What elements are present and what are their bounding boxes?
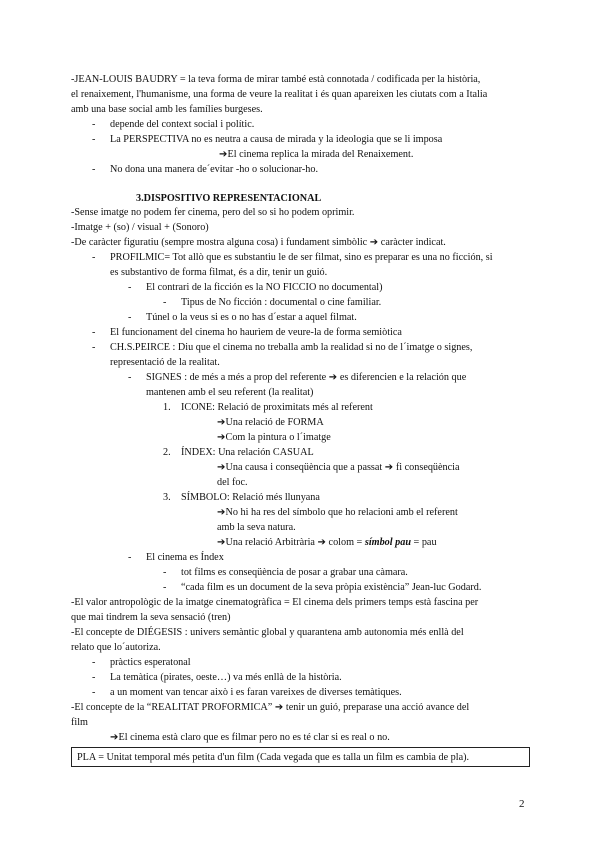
bullet-dash: - <box>92 687 96 698</box>
list-number-2: 2. <box>163 447 171 458</box>
bullet-tematica: La temàtica (pirates, oeste…) va més enllà de la història. <box>110 672 342 683</box>
bullet-no-dona: No dona una manera de´evitar -ho o solucionar-ho. <box>110 164 318 175</box>
bullet-signes-line2: mantenen amb el seu referent (la realitat) <box>146 387 314 398</box>
item-index: ÍNDEX: Una relación CASUAL <box>181 447 314 458</box>
arrow-renaixement: ➔El cinema replica la mirada del Renaixement. <box>219 149 414 160</box>
definition-box <box>71 747 530 767</box>
paragraph-valor-line1: -El valor antropològic de la imatge cinematogràfica = El cinema dels primers temps està fascina per <box>71 597 479 608</box>
bullet-dash: - <box>92 657 96 668</box>
bullet-peirce-line2: representació de la realitat. <box>110 357 220 368</box>
arbitraria-text: ➔Una relació Arbitrària ➔ colom = <box>217 537 365 548</box>
bullet-context: depende del context social i polític. <box>110 119 255 130</box>
paragraph-baudry-line2: el renaixement, l'humanisme, una forma de veure la realitat i és quan apareixen les ciutats com a Italia <box>71 89 488 100</box>
bullet-dash: - <box>128 552 132 563</box>
item-icone-forma: ➔Una relació de FORMA <box>217 417 324 428</box>
item-simbolo-natura: amb la seva natura. <box>217 522 296 533</box>
item-icone-pintura: ➔Com la pintura o l´imatge <box>217 432 331 443</box>
item-simbolo-arbitraria <box>217 536 437 549</box>
bullet-dash: - <box>163 297 167 308</box>
arrow-cinema-real: ➔El cinema està claro que es filmar pero no es té clar si es real o no. <box>110 732 390 743</box>
bullet-dash: - <box>128 312 132 323</box>
bullet-practics: pràctics esperatonal <box>110 657 191 668</box>
bullet-signes-line1: SIGNES : de més a més a prop del referente ➔ es diferencien e la relación que <box>146 372 467 383</box>
bullet-dash: - <box>92 342 96 353</box>
bullet-funcionament: El funcionament del cinema ho haurìem de veure-la de forma semiòtica <box>110 327 402 338</box>
definition-pla: PLA = Unitat temporal més petita d'un film (Cada vegada que es talla un film es cambia de pla). <box>77 752 470 763</box>
item-simbolo: SÍMBOLO: Relació més llunyana <box>181 492 320 503</box>
bullet-dash: - <box>92 164 96 175</box>
bullet-dash: - <box>163 567 167 578</box>
bullet-peirce-line1: CH.S.PEIRCE : Diu que el cinema no treballa amb la realidad si no de l´imatge o signes, <box>110 342 473 353</box>
paragraph-diegesis-line1: -El concepte de DIÉGESIS : univers semàntic global y quarantena amb autonomia més enllà del <box>71 627 464 638</box>
list-number-3: 3. <box>163 492 171 503</box>
line-figuratiu: -De caràcter figuratiu (sempre mostra alguna cosa) i fundament simbòlic ➔ caràcter indicat. <box>71 237 446 248</box>
bullet-dash: - <box>128 282 132 293</box>
bullet-profilmic-line1: PROFILMIC= Tot allò que es substantiu le de ser filmat, sino es preparar es una no ficción, si <box>110 252 493 263</box>
bullet-dash: - <box>92 119 96 130</box>
paragraph-realitat-line1: -El concepte de la “REALITAT PROFORMICA” ➔ tenir un guió, preparase una acció avance del <box>71 702 470 713</box>
bullet-moment: a un moment van tencar això i es faran vareixes de diverses temàtiques. <box>110 687 402 698</box>
bullet-tipus: Tipus de No ficción : documental o cine familiar. <box>181 297 382 308</box>
line-sense-imatge: -Sense imatge no podem fer cinema, pero del so si ho podem oprimir. <box>71 207 355 218</box>
bullet-dash: - <box>92 327 96 338</box>
bullet-godard-quote: “cada film es un document de la seva pròpia existència” Jean-luc Godard. <box>181 582 482 593</box>
item-index-causa: ➔Una causa i conseqüència que a passat ➔ fi conseqüència <box>217 462 460 473</box>
paragraph-baudry-line3: amb una base social amb les famílies burgeses. <box>71 104 263 115</box>
bullet-cinema-index: El cinema es Índex <box>146 552 224 563</box>
paragraph-diegesis-line2: relato que lo´autoriza. <box>71 642 161 653</box>
paragraph-baudry-line1: -JEAN-LOUIS BAUDRY = la teva forma de mirar també està connotada / codificada per la història, <box>71 74 481 85</box>
bullet-dash: - <box>92 672 96 683</box>
bullet-profilmic-line2: es substantivo de forma filmat, és a dir, tenir un guió. <box>110 267 328 278</box>
line-imatge-so: -Imatge + (so) / visual + (Sonoro) <box>71 222 209 233</box>
simbol-pau-text: símbol pau <box>364 537 411 548</box>
bullet-dash: - <box>92 134 96 145</box>
pau-text: = pau <box>411 537 437 548</box>
bullet-perspectiva: La PERSPECTIVA no es neutra a causa de mirada y la ideologia que se li imposa <box>110 134 443 145</box>
item-index-foc: del foc. <box>217 477 248 488</box>
item-icone: ICONE: Relació de proximitats més al referent <box>181 402 373 413</box>
paragraph-valor-line2: que mai tindrem la seva sensació (tren) <box>71 612 231 623</box>
section-heading: 3.DISPOSITIVO REPRESENTACIONAL <box>136 193 322 204</box>
list-number-1: 1. <box>163 402 171 413</box>
bullet-tot-films: tot films es conseqüència de posar a grabar una càmara. <box>181 567 408 578</box>
item-simbolo-no-hi-ha: ➔No hi ha res del símbolo que ho relacioni amb el referent <box>217 507 458 518</box>
paragraph-realitat-line2: film <box>71 717 88 728</box>
bullet-dash: - <box>92 252 96 263</box>
page-number: 2 <box>519 798 525 810</box>
bullet-dash: - <box>128 372 132 383</box>
bullet-no-ficcio: El contrari de la ficción es la NO FICCIO no documental) <box>146 282 383 293</box>
bullet-tunel: Túnel o la veus si es o no has d´estar a aquel filmat. <box>146 312 357 323</box>
bullet-dash: - <box>163 582 167 593</box>
